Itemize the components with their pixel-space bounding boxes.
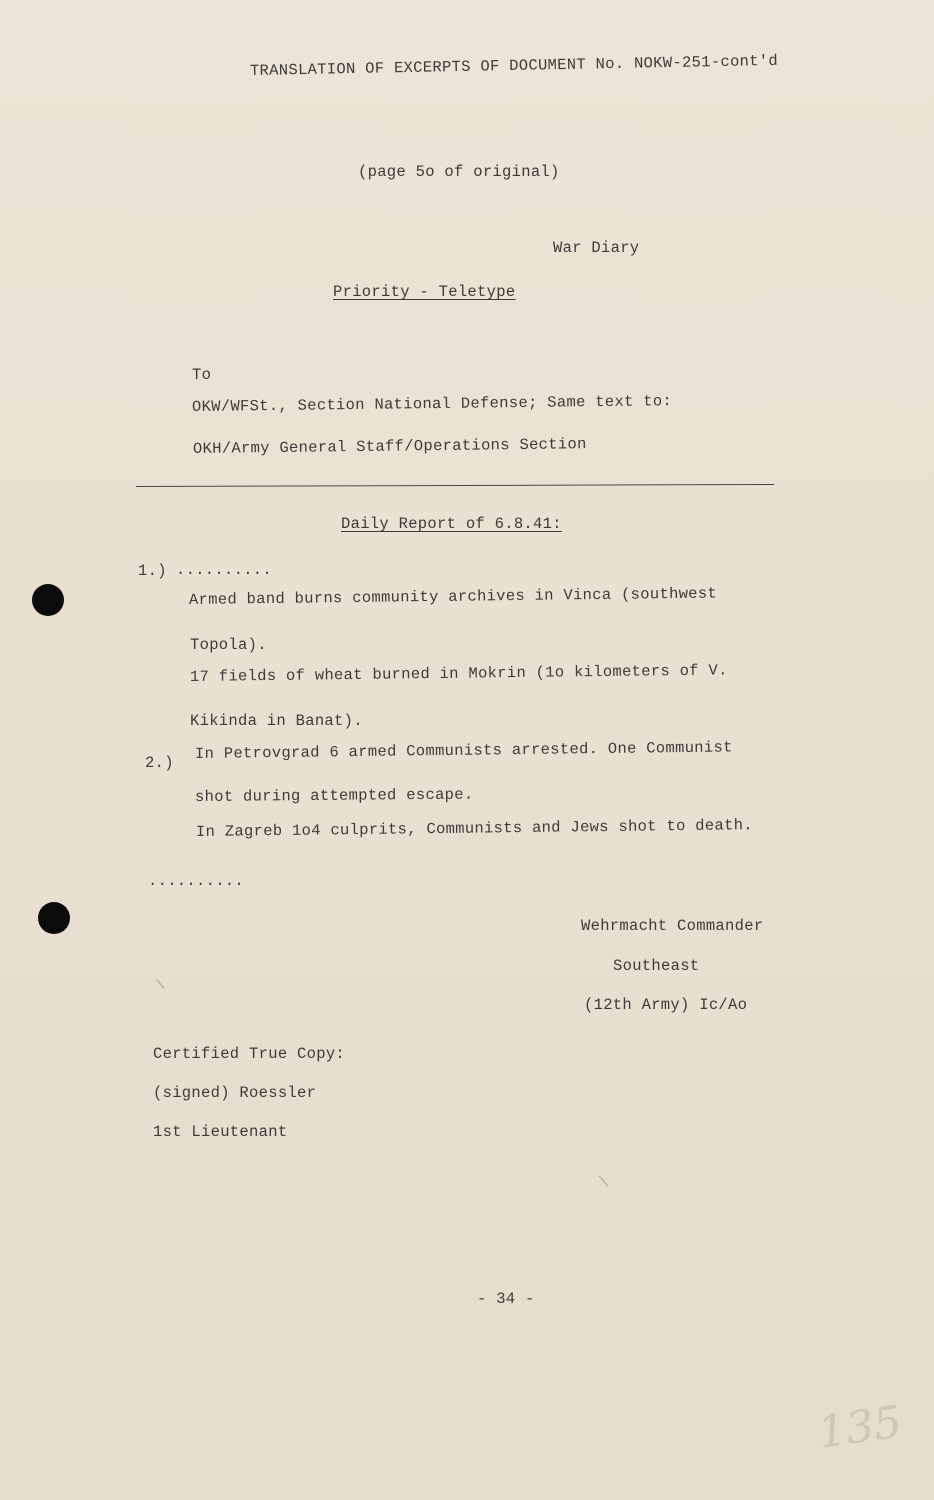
page-number: - 34 - (477, 1290, 535, 1308)
item-1-number: 1.) (138, 562, 167, 580)
item-1-dots: .......... (176, 561, 273, 579)
item-2-line-2: shot during attempted escape. (194, 785, 474, 806)
item-1-line-3: 17 fields of wheat burned in Mokrin (1o kilometers of V. (189, 661, 728, 686)
separator-line (136, 484, 774, 487)
signature-line-1: Wehrmacht Commander (581, 917, 764, 935)
item-1-line-2: Topola). (190, 636, 267, 654)
signature-line-2: Southeast (613, 957, 700, 975)
report-heading: Daily Report of 6.8.41: (341, 515, 562, 533)
document-title: TRANSLATION OF EXCERPTS OF DOCUMENT No. NOKW-251-cont'd (249, 51, 779, 80)
punch-hole-top (32, 584, 64, 616)
stray-mark (156, 979, 164, 989)
certification-line-2: (signed) Roessler (153, 1084, 317, 1102)
punch-hole-bottom (38, 902, 70, 934)
certification-line-1: Certified True Copy: (153, 1045, 346, 1063)
pencil-page-number: 135 (814, 1396, 906, 1459)
address-line-1: OKW/WFSt., Section National Defense; Same text to: (191, 392, 673, 416)
priority-heading: Priority - Teletype (333, 283, 516, 301)
item-2-line-3: In Zagreb 1o4 culprits, Communists and Jews shot to death. (195, 816, 753, 841)
address-to: To (192, 366, 212, 384)
stray-mark (599, 1175, 609, 1186)
page-reference: (page 5o of original) (358, 163, 560, 181)
item-1-line-4: Kikinda in Banat). (190, 712, 363, 730)
item-2-number: 2.) (145, 754, 174, 772)
item-2-line-1: In Petrovgrad 6 armed Communists arrested. One Communist (194, 738, 733, 763)
trailing-dots: .......... (148, 872, 245, 890)
war-diary-label: War Diary (553, 239, 640, 257)
item-1-line-1: Armed band burns community archives in Vinca (southwest (188, 584, 718, 609)
certification-line-3: 1st Lieutenant (153, 1123, 288, 1141)
signature-line-3: (12th Army) Ic/Ao (584, 996, 748, 1014)
address-line-2: OKH/Army General Staff/Operations Section (192, 435, 587, 458)
